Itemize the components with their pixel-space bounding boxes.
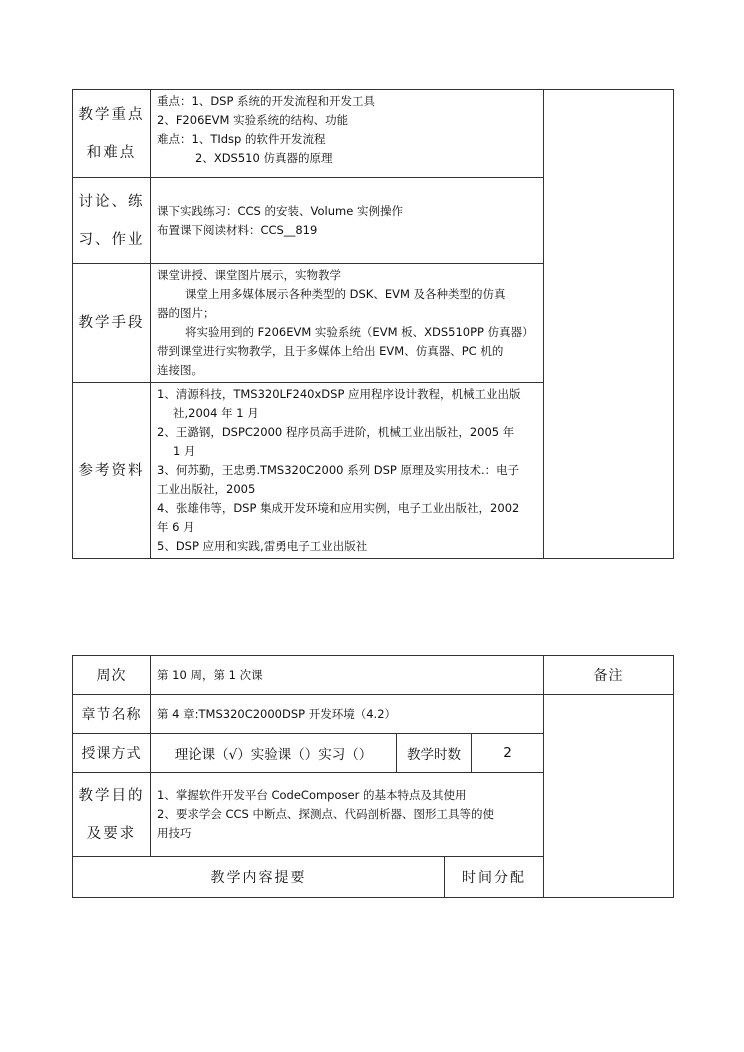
remarks-column — [544, 90, 674, 559]
week-value: 第 10 周，第 1 次课 — [151, 656, 544, 695]
teaching-means-label: 教学手段 — [73, 264, 151, 383]
goal-content: 1、掌握软件开发平台 CodeComposer 的基本特点及其使用 2、要求学会 CCS 中断点、探测点、代码剖析器、图形工具等的使 用技巧 — [151, 773, 544, 857]
chapter-label: 章节名称 — [73, 695, 151, 734]
lesson-plan-table-lower — [72, 655, 674, 898]
goal-label: 教学目的 及要求 — [73, 773, 151, 857]
key-points-content: 重点：1、DSP 系统的开发流程和开发工具 2、F206EVM 实验系统的结构、功能 难点：1、TIdsp 的软件开发流程 2、XDS510 仿真器的原理 — [151, 90, 544, 178]
key-points-label: 教学重点 和难点 — [73, 90, 151, 178]
row-key-points — [73, 90, 674, 178]
references-content: 1、清源科技，TMS320LF240xDSP 应用程序设计教程，机械工业出版 社,2004 年 1 月 2、王潞钢，DSPC2000 程序员高手进阶，机械工业出版社，2005 年 1 月 3、何苏勤，王忠勇.TMS320C2000 系列 DSP 原理及实用技术.：电子 工业出版社，2005 4、张雄伟等，DSP 集成开发环境和应用实例，电子工业出版社，2002 年 6 月 5、DSP 应用和实践,雷勇电子工业出版社 — [151, 383, 544, 559]
content-label: 教学内容提要 — [73, 857, 445, 898]
remark-label: 备注 — [544, 656, 674, 695]
teaching-means-content: 课堂讲授、课堂图片展示，实物教学 课堂上用多媒体展示各种类型的 DSK、EVM 及各种类型的仿真 器的图片； 将实验用到的 F206EVM 实验系统（EVM 板、XDS510PP 仿真器） 带到课堂进行实物教学，且于多媒体上给出 EVM、仿真器、PC 机的 连接图。 — [151, 264, 544, 383]
lesson-plan-table-upper — [72, 89, 674, 559]
method-label: 授课方式 — [73, 734, 151, 773]
hours-label: 教学时数 — [397, 734, 472, 773]
chapter-value: 第 4 章:TMS320C2000DSP 开发环境（4.2） — [151, 695, 544, 734]
discussion-label: 讨论、练 习、作业 — [73, 178, 151, 264]
references-label: 参考资料 — [73, 383, 151, 559]
row-chapter — [73, 695, 674, 734]
row-week — [73, 656, 674, 695]
hours-value: 2 — [472, 734, 544, 773]
discussion-content: 课下实践练习：CCS 的安装、Volume 实例操作 布置课下阅读材料：CCS__819 — [151, 178, 544, 264]
time-label: 时间分配 — [445, 857, 544, 898]
remark-content — [544, 695, 674, 898]
method-value: 理论课（√）实验课（）实习（） — [151, 734, 397, 773]
week-label: 周次 — [73, 656, 151, 695]
